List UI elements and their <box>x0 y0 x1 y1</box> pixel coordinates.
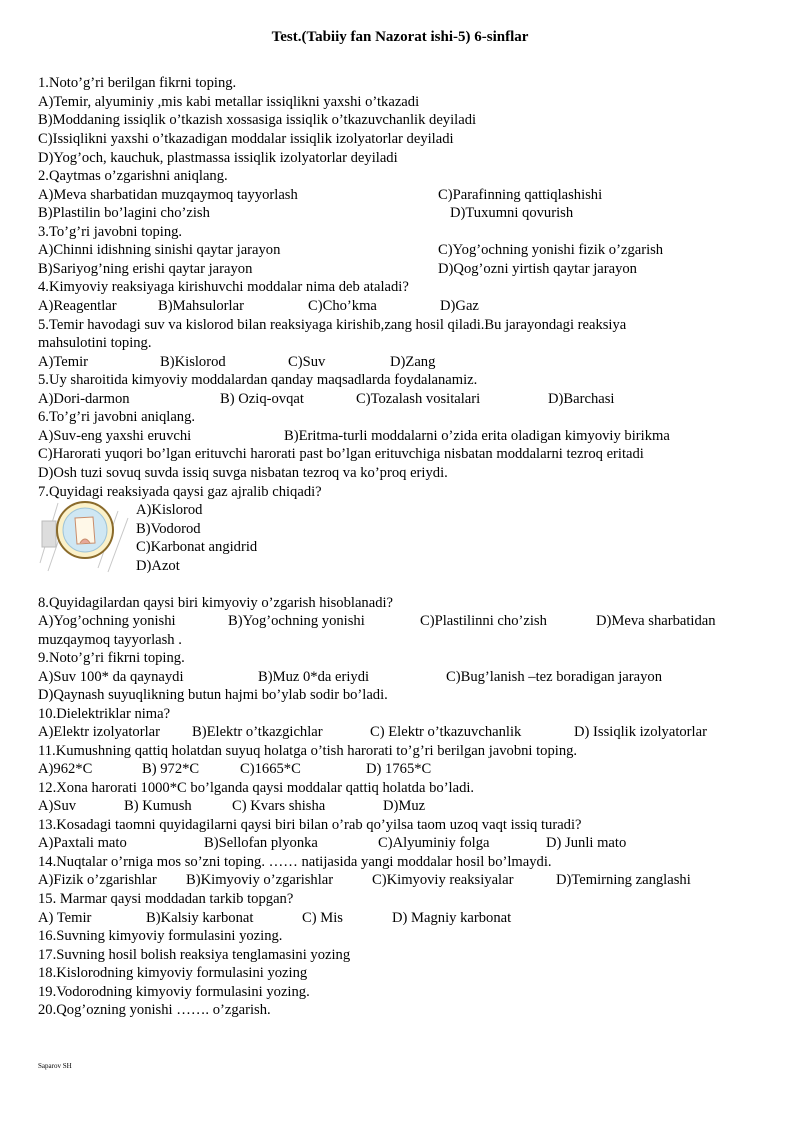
text-line: C)Issiqlikni yaxshi o’tkazadigan moddalar issiqlik izolyatorlar deyiladi <box>38 131 454 147</box>
footer-author: Saparov SH <box>38 1062 72 1070</box>
answer-option: C)Tozalash vositalari <box>356 391 481 407</box>
text-line: B)Vodorod <box>136 521 201 537</box>
text-line: C)Harorati yuqori bo’lgan erituvchi harorati past bo’lgan erituvchiga nisbatan moddalarni tezroq eritadi <box>38 446 644 462</box>
text-line: 7.Quyidagi reaksiyada qaysi gaz ajralib chiqadi? <box>38 484 322 500</box>
text-line: A)Suv 100* da qaynaydi <box>38 669 184 685</box>
text-line: D)Osh tuzi sovuq suvda issiq suvga nisbatan tezroq va ko’proq eriydi. <box>38 465 448 481</box>
answer-option: B) Oziq-ovqat <box>220 391 304 407</box>
text-line: D)Azot <box>136 558 180 574</box>
answer-option: D)Barchasi <box>548 391 615 407</box>
answer-option: B)Yog’ochning yonishi <box>228 613 365 629</box>
answer-option: C)Bug’lanish –tez boradigan jarayon <box>446 669 663 685</box>
answer-option: B)Muz 0*da eriydi <box>258 669 370 685</box>
text-line: 15. Marmar qaysi moddadan tarkib topgan? <box>38 891 294 907</box>
text-line: C)Karbonat angidrid <box>136 539 258 555</box>
answer-option: B)Elektr o’tkazgichlar <box>192 724 323 740</box>
answer-option: B)Sellofan plyonka <box>204 835 318 851</box>
text-line: A)Elektr izolyatorlar <box>38 724 160 740</box>
text-line: A)Temir, alyuminiy ,mis kabi metallar issiqlikni yaxshi o’tkazadi <box>38 94 420 110</box>
answer-option: C) Elektr o’tkazuvchanlik <box>370 724 522 740</box>
answer-option: C)Kimyoviy reaksiyalar <box>372 872 514 888</box>
page-title: Test.(Tabiiy fan Nazorat ishi-5) 6-sinflar <box>271 29 529 45</box>
answer-option: B)Kislorod <box>160 354 226 370</box>
answer-option: C)Suv <box>288 354 326 370</box>
answer-option: D) 1765*C <box>366 761 432 777</box>
text-line: A)Kislorod <box>136 502 203 518</box>
text-line: A)Suv-eng yaxshi eruvchi <box>38 428 192 444</box>
text-line: mahsulotini toping. <box>38 335 152 351</box>
answer-option: D) Junli mato <box>546 835 627 851</box>
text-line: 3.To’g’ri javobni toping. <box>38 224 183 240</box>
text-line: B)Moddaning issiqlik o’tkazish xossasiga issiqlik o’tkazuvchanlik deyiladi <box>38 112 477 128</box>
reaction-illustration <box>38 493 130 573</box>
answer-option: B)Mahsulorlar <box>158 298 244 314</box>
text-line: 13.Kosadagi taomni quyidagilarni qaysi biri bilan o’rab qo’yilsa taom uzoq vaqt issiq turadi? <box>38 817 582 833</box>
text-line: muzqaymoq tayyorlash . <box>38 632 182 648</box>
answer-option: B)Kimyoviy o’zgarishlar <box>186 872 334 888</box>
text-line: 14.Nuqtalar o’rniga mos so’zni toping. …… natijasida yangi moddalar hosil bo’lmaydi. <box>38 854 552 870</box>
text-line: 10.Dielektriklar nima? <box>38 706 171 722</box>
text-line: 4.Kimyoviy reaksiyaga kirishuvchi moddalar nima deb ataladi? <box>38 279 409 295</box>
text-line: 17.Suvning hosil bolish reaksiya tenglamasini yozing <box>38 947 351 963</box>
answer-option: D) Magniy karbonat <box>392 910 512 926</box>
answer-option: D) Issiqlik izolyatorlar <box>574 724 707 740</box>
text-line: B)Plastilin bo’lagini cho’zish <box>38 205 210 221</box>
answer-option: C)Yog’ochning yonishi fizik o’zgarish <box>438 242 664 258</box>
text-line: 19.Vodorodning kimyoviy formulasini yozing. <box>38 984 310 1000</box>
text-line: 20.Qog’ozning yonishi ……. o’zgarish. <box>38 1002 271 1018</box>
text-line: D)Yog’och, kauchuk, plastmassa issiqlik izolyatorlar deyiladi <box>38 150 398 166</box>
text-line: 11.Kumushning qattiq holatdan suyuq holatga o’tish harorati to’g’ri berilgan javobni toping. <box>38 743 578 759</box>
text-line: 6.To’g’ri javobni aniqlang. <box>38 409 196 425</box>
text-line: 1.Noto’g’ri berilgan fikrni toping. <box>38 75 237 91</box>
text-line: A)Meva sharbatidan muzqaymoq tayyorlash <box>38 187 298 203</box>
text-line: 8.Quyidagilardan qaysi biri kimyoviy o’zgarish hisoblanadi? <box>38 595 394 611</box>
text-line: A)962*C <box>38 761 93 777</box>
answer-option: D)Meva sharbatidan <box>596 613 716 629</box>
text-line: A)Fizik o’zgarishlar <box>38 872 157 888</box>
text-line: A) Temir <box>38 910 92 926</box>
text-line: D)Qaynash suyuqlikning butun hajmi bo’ylab sodir bo’ladi. <box>38 687 388 703</box>
text-line: A)Paxtali mato <box>38 835 127 851</box>
answer-option: D)Tuxumni qovurish <box>450 205 574 221</box>
text-line: A)Reagentlar <box>38 298 117 314</box>
answer-option: B)Eritma-turli moddalarni o’zida erita oladigan kimyoviy birikma <box>284 428 670 444</box>
answer-option: B)Kalsiy karbonat <box>146 910 254 926</box>
answer-option: C)Cho’kma <box>308 298 377 314</box>
answer-option: D)Muz <box>383 798 426 814</box>
text-line: 12.Xona harorati 1000*C bo’lganda qaysi moddalar qattiq holatda bo’ladi. <box>38 780 475 796</box>
text-line: 18.Kislorodning kimyoviy formulasini yozing <box>38 965 308 981</box>
answer-option: B) 972*C <box>142 761 200 777</box>
text-line: 2.Qaytmas o’zgarishni aniqlang. <box>38 168 228 184</box>
answer-option: D)Qog’ozni yirtish qaytar jarayon <box>438 261 637 277</box>
answer-option: C) Kvars shisha <box>232 798 326 814</box>
text-line: 9.Noto’g’ri fikrni toping. <box>38 650 185 666</box>
text-line: A)Chinni idishning sinishi qaytar jarayon <box>38 242 281 258</box>
answer-option: C)Alyuminiy folga <box>378 835 490 851</box>
text-line: A)Yog’ochning yonishi <box>38 613 176 629</box>
answer-option: D)Zang <box>390 354 436 370</box>
answer-option: D)Temirning zanglashi <box>556 872 691 888</box>
text-line: 5.Uy sharoitida kimyoviy moddalardan qanday maqsadlarda foydalanamiz. <box>38 372 478 388</box>
text-line: 16.Suvning kimyoviy formulasini yozing. <box>38 928 283 944</box>
text-line: A)Dori-darmon <box>38 391 130 407</box>
answer-option: C)Parafinning qattiqlashishi <box>438 187 603 203</box>
answer-option: C) Mis <box>302 910 343 926</box>
answer-option: C)1665*C <box>240 761 301 777</box>
answer-option: D)Gaz <box>440 298 479 314</box>
text-line: A)Suv <box>38 798 77 814</box>
text-line: B)Sariyog’ning erishi qaytar jarayon <box>38 261 253 277</box>
answer-option: B) Kumush <box>124 798 192 814</box>
text-line: 5.Temir havodagi suv va kislorod bilan reaksiyaga kirishib,zang hosil qiladi.Bu jarayondagi reaksiya <box>38 317 627 333</box>
text-line: A)Temir <box>38 354 89 370</box>
answer-option: C)Plastilinni cho’zish <box>420 613 547 629</box>
